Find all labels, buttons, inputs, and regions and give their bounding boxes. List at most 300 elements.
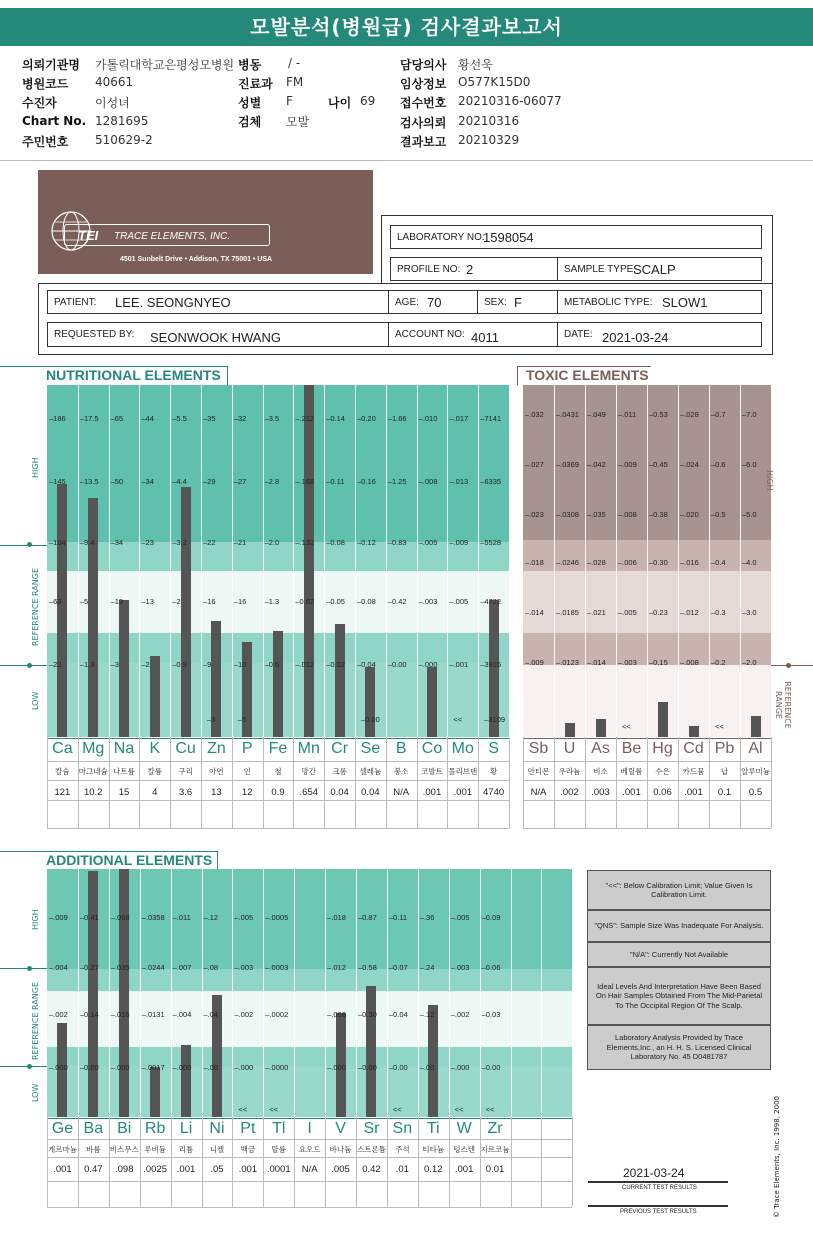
nut-tick-zn: –35 (203, 414, 216, 423)
tox-tick-al: –7.0 (742, 410, 757, 419)
add-result-li: .001 (176, 1164, 196, 1175)
nut-tick-mg: –9.4 (79, 538, 95, 547)
tox-tick-sb: –.018 (525, 558, 544, 567)
nut-tick-mo: –.017 (449, 414, 469, 423)
tox-tick-u: –.0431 (556, 410, 579, 419)
tox-tick-pb: –0.5 (711, 510, 726, 519)
nut-symbol-co: Co (421, 740, 443, 757)
lab-no-label: LABORATORY NO: (397, 232, 485, 243)
add-tick-ba: –0.27 (79, 963, 99, 972)
add-result-rb: .0025 (143, 1164, 168, 1175)
institution-value: 가톨릭대학교은평성모병원 (95, 58, 235, 72)
add-col-divider (294, 869, 295, 1117)
tox-tick-be: –.009 (618, 460, 637, 469)
profile-cell (390, 257, 558, 281)
add-tick-pt: –.003 (234, 963, 254, 972)
tox-bar-as (596, 719, 606, 737)
nut-tick-s: –3915 (480, 660, 502, 669)
tox-symbol-pb: Pb (714, 740, 735, 757)
receipt-value: 20210316-06077 (458, 94, 562, 108)
lab-sex-label: SEX: (484, 297, 507, 308)
nut-result-mg: 10.2 (83, 787, 103, 798)
tox-tick-hg: –0.15 (649, 658, 668, 667)
add-tick-sn: –0.04 (388, 1010, 408, 1019)
add-symbol-ge: Ge (51, 1120, 74, 1137)
tox-korean-hg: 수은 (655, 767, 670, 776)
date-value: 2021-03-24 (602, 330, 669, 345)
add-tick-rb: –.0244 (141, 963, 165, 972)
nut-result-cr: 0.04 (330, 787, 349, 798)
nut-col-divider (417, 385, 418, 737)
nut-korean-p: 인 (243, 767, 251, 776)
tox-tick-u: –.0369 (556, 460, 579, 469)
nut-tick-b: –1.66 (387, 414, 407, 423)
nut-below-se: –0.00 (361, 715, 380, 724)
tox-tick-al: –3.0 (742, 608, 757, 617)
sex-label: 성별 (238, 96, 262, 110)
add-below-pt: << (238, 1105, 248, 1114)
date-cell (557, 322, 762, 347)
tox-symbol-as: As (591, 740, 610, 757)
tox-col-divider (554, 385, 555, 737)
nut-result-na: 15 (118, 787, 130, 798)
nut-col-divider (478, 385, 479, 737)
add-tick-v: –.006 (327, 1010, 346, 1019)
add-tick-ba: –0.41 (79, 913, 99, 922)
nut-tick-se: –0.08 (357, 597, 376, 606)
add-symbol-pt: Pt (240, 1120, 256, 1137)
tox-col-divider (678, 385, 679, 737)
nut-col-divider (293, 385, 294, 737)
add-result-tl: .0001 (266, 1164, 291, 1175)
nut-tick-ca: –22 (49, 660, 62, 669)
add-col-divider (356, 869, 357, 1117)
account-value: 4011 (471, 330, 499, 345)
tox-tick-be: –.003 (618, 658, 637, 667)
nut-korean-mn: 망간 (301, 767, 317, 776)
add-tick-sn: –0.00 (388, 1063, 408, 1072)
nut-tick-p: –10 (233, 660, 247, 669)
nut-tick-cu: –2 (172, 597, 181, 606)
add-symbol-ba: Ba (83, 1120, 104, 1137)
nut-tick-mn: –.132 (295, 538, 315, 547)
add-result-w: .001 (454, 1164, 474, 1175)
add-col-divider (263, 869, 264, 1117)
add-korean-w: 텅스텐 (453, 1145, 475, 1154)
nut-tick-zn: –29 (203, 477, 216, 486)
tox-tick-be: –.008 (618, 510, 637, 519)
report-date-label: 결과보고 (400, 135, 447, 149)
add-tick-pt: –.002 (234, 1010, 254, 1019)
nut-result-se: 0.04 (361, 787, 380, 798)
nut-tick-p: –21 (233, 538, 247, 547)
add-col-divider (171, 869, 172, 1117)
nut-result-k: 4 (152, 787, 158, 798)
nut-korean-cr: 크롬 (332, 767, 347, 776)
add-tick-zr: –0.03 (481, 1010, 501, 1019)
add-tick-zr: –0.00 (481, 1063, 501, 1072)
add-bar-sr (366, 986, 376, 1117)
nut-symbol-cu: Cu (175, 740, 196, 757)
add-tick-ti: –.36 (419, 913, 435, 922)
patient-label: PATIENT: (54, 297, 97, 308)
add-col-divider (109, 869, 110, 1117)
add-tick-ba: –0.00 (79, 1063, 99, 1072)
add-tick-w: –.002 (450, 1010, 470, 1019)
nut-high-label: HIGH (31, 457, 40, 478)
nut-col-divider (109, 385, 110, 737)
tox-ref-label: REFERENCE RANGE (774, 681, 792, 729)
add-tick-sr: –0.00 (358, 1063, 377, 1072)
tox-tick-cd: –.024 (680, 460, 699, 469)
nut-tick-b: –0.83 (387, 538, 407, 547)
tox-tick-u: –.0185 (556, 608, 579, 617)
tox-result-sb: N/A (530, 787, 547, 798)
nut-tick-na: –19 (110, 597, 124, 606)
tox-symbol-sb: Sb (528, 740, 549, 757)
tox-tick-cd: –.016 (680, 558, 699, 567)
nut-symbol-p: P (241, 740, 253, 757)
report-date-value: 20210329 (458, 133, 520, 147)
add-result-ti: 0.12 (423, 1164, 443, 1175)
nut-tick-se: –0.04 (357, 660, 376, 669)
nut-tick-mg: –1.3 (79, 660, 95, 669)
tox-tick-hg: –0.45 (649, 460, 668, 469)
nut-tick-mo: –.005 (449, 597, 469, 606)
ward-value: / - (288, 56, 301, 70)
nut-result-mo: .001 (453, 787, 473, 798)
add-tick-tl: –.0005 (265, 913, 289, 922)
tox-tick-sb: –.023 (525, 510, 544, 519)
add-col-divider (387, 869, 388, 1117)
add-korean-rb: 루비듐 (144, 1145, 166, 1154)
tox-tick-pb: –0.6 (711, 460, 726, 469)
nut-tick-cr: –0.14 (326, 414, 345, 423)
nut-tick-b: –1.25 (387, 477, 407, 486)
add-low-label: LOW (31, 1083, 40, 1102)
add-korean-ni: 니켈 (209, 1145, 225, 1154)
add-below-zr: << (485, 1105, 495, 1114)
add-tick-pt: –.000 (234, 1063, 254, 1072)
nut-korean-se: 셀레늄 (359, 767, 382, 776)
nut-grid-v (509, 737, 510, 828)
tox-korean-al: 알루미늄 (741, 767, 770, 776)
note-qns: "QNS": Sample Size Was Inadequate For Analysis. (587, 910, 771, 942)
add-result-ba: 0.47 (84, 1164, 103, 1175)
nut-tick-se: –0.12 (357, 538, 376, 547)
profile-label: PROFILE NO: (397, 264, 461, 275)
nut-below-s: –3109 (484, 715, 506, 724)
hospital-code-label: 병원코드 (22, 77, 69, 91)
tox-result-u: .002 (560, 787, 579, 798)
tox-tick-cd: –.008 (680, 658, 699, 667)
nut-tick-mn: –0.62 (295, 597, 315, 606)
add-below-sn: << (392, 1105, 402, 1114)
add-tick-pt: –.005 (234, 913, 254, 922)
lab-address: 4501 Sunbelt Drive • Addison, TX 75001 • USA (120, 256, 273, 263)
add-tick-tl: –.0003 (265, 963, 289, 972)
nut-tick-s: –5528 (480, 538, 502, 547)
add-korean-sn: 주석 (395, 1145, 410, 1154)
nut-tick-mo: –.001 (449, 660, 469, 669)
add-col-divider (325, 869, 326, 1117)
add-col-divider (140, 869, 141, 1117)
physician-value: 황선욱 (458, 58, 493, 72)
requested-cell (47, 322, 389, 347)
add-tick-li: –.007 (172, 963, 192, 972)
tox-korean-pb: 납 (720, 767, 729, 776)
metabolic-label: METABOLIC TYPE: (564, 297, 653, 308)
note-na: "N/A": Currently Not Available (587, 942, 771, 967)
add-symbol-i: I (307, 1120, 312, 1137)
add-korean-zr: 지르코늄 (480, 1145, 510, 1154)
nut-symbol-s: S (488, 740, 499, 757)
tox-high-label: HIGH (765, 470, 774, 491)
nut-bar-co (427, 667, 437, 737)
sample-type-label: SAMPLE TYPE: (564, 264, 637, 275)
lab-sex-cell (477, 290, 558, 314)
tox-tick-hg: –0.38 (649, 510, 668, 519)
nut-grid-top (47, 738, 509, 739)
nut-tick-p: –16 (233, 597, 247, 606)
add-tick-ge: –.002 (49, 1010, 68, 1019)
tox-korean-sb: 안티몬 (527, 767, 550, 776)
nut-korean-ca: 칼슘 (55, 767, 70, 776)
tox-tick-sb: –.027 (525, 460, 544, 469)
add-tick-rb: –.0017 (141, 1063, 165, 1072)
tox-bar-cd (689, 726, 699, 737)
collector-label: 수진자 (22, 96, 57, 110)
tox-result-be: .001 (622, 787, 641, 798)
nut-symbol-mo: Mo (451, 740, 474, 757)
add-tick-sn: –0.11 (388, 913, 408, 922)
tox-symbol-cd: Cd (683, 740, 704, 757)
request-date-value: 20210316 (458, 114, 520, 128)
nut-tick-co: –.010 (418, 414, 438, 423)
add-tick-ti: –.24 (419, 963, 435, 972)
lab-age-cell (388, 290, 478, 314)
nut-col-divider (324, 385, 325, 737)
add-korean-i: 요오드 (298, 1145, 321, 1154)
nut-tick-k: –23 (141, 538, 154, 547)
nut-bar-mn (304, 385, 314, 737)
add-tick-rb: –.0131 (141, 1010, 165, 1019)
nut-tick-fe: –0.5 (264, 660, 280, 669)
nut-korean-b: 붕소 (393, 767, 409, 776)
nut-col-divider (170, 385, 171, 737)
tox-korean-u: 우라늄 (558, 767, 581, 776)
add-tick-tl: –.0002 (265, 1010, 289, 1019)
tox-result-al: 0.5 (748, 787, 763, 798)
tox-korean-be: 베릴륨 (620, 767, 643, 776)
add-symbol-w: W (456, 1120, 472, 1137)
add-tick-v: –.000 (327, 1063, 346, 1072)
nut-tick-k: –44 (141, 414, 154, 423)
tox-tick-sb: –.032 (525, 410, 544, 419)
previous-test-label: PREVIOUS TEST RESULTS (620, 1209, 697, 1215)
nut-bar-mg (88, 498, 98, 737)
report-title: 모발분석(병원급) 검사결과보고서 (0, 8, 813, 46)
add-below-w: << (454, 1105, 464, 1114)
nut-col-divider (263, 385, 264, 737)
nut-tick-fe: –2.8 (264, 477, 280, 486)
nut-bar-ca (57, 484, 67, 737)
tox-symbol-hg: Hg (652, 740, 673, 757)
add-grid-v (572, 1117, 573, 1207)
tox-tick-u: –.0246 (556, 558, 579, 567)
receipt-label: 접수번호 (400, 96, 447, 110)
note-ideal-levels: Ideal Levels And Interpretation Have Been Based On Hair Samples Obtained From The Mid-Parietal To The Occipital Region Of The Scalp. (587, 967, 771, 1025)
add-symbol-sr: Sr (363, 1120, 380, 1137)
tox-tick-hg: –0.53 (649, 410, 668, 419)
add-korean-v: 바나듐 (329, 1145, 352, 1154)
tox-tick-be: –.011 (618, 410, 637, 419)
date-label: DATE: (564, 329, 593, 340)
nut-tick-cr: –0.11 (326, 477, 345, 486)
nut-tick-fe: –1.3 (264, 597, 280, 606)
add-tick-sr: –0.30 (358, 1010, 377, 1019)
nut-col-divider (78, 385, 79, 737)
nut-tick-mo: –.013 (449, 477, 469, 486)
institution-label: 의뢰기관명 (22, 58, 80, 72)
add-tick-li: –.000 (172, 1063, 192, 1072)
clinical-label: 임상정보 (400, 77, 447, 91)
add-col-divider (202, 869, 203, 1117)
add-col-divider (449, 869, 450, 1117)
nut-tick-k: –13 (141, 597, 154, 606)
nut-tick-na: –50 (110, 477, 124, 486)
nut-symbol-cr: Cr (331, 740, 349, 757)
tox-tick-al: –5.0 (742, 510, 757, 519)
tox-tick-hg: –0.23 (649, 608, 668, 617)
nut-tick-cu: –4.4 (172, 477, 187, 486)
specimen-label: 검체 (238, 115, 262, 129)
add-bar-li (181, 1045, 191, 1117)
nut-result-cu: 3.6 (178, 787, 193, 798)
nut-tick-co: –.008 (418, 477, 438, 486)
nut-tick-mg: –17.5 (79, 414, 99, 423)
tox-tick-hg: –0.30 (649, 558, 668, 567)
add-tick-bi: –.016 (110, 1010, 130, 1019)
tox-bar-u (565, 723, 575, 737)
tox-symbol-be: Be (621, 740, 642, 757)
add-tick-ni: –.04 (203, 1010, 219, 1019)
nut-result-s: 4740 (483, 787, 505, 798)
nut-tick-zn: –16 (203, 597, 216, 606)
note-laboratory: Laboratory Analysis Provided by Trace Elements,Inc., an H. H. S. Licensed Clinical Laboratory No. 45 D0481787 (587, 1025, 771, 1070)
nut-bar-k (150, 656, 160, 737)
nut-below-p: –5 (237, 715, 247, 724)
tox-tick-cd: –.012 (680, 608, 699, 617)
specimen-value: 모발 (286, 115, 310, 129)
add-col-divider (232, 869, 233, 1117)
add-tick-bi: –.068 (110, 913, 130, 922)
nut-grid-h (47, 828, 509, 829)
physician-label: 담당의사 (400, 58, 447, 72)
nut-symbol-fe: Fe (268, 740, 288, 757)
add-tick-zr: –0.06 (481, 963, 501, 972)
nut-tick-zn: –9 (203, 660, 212, 669)
age-value: 69 (360, 94, 376, 108)
tox-tick-u: –.0123 (556, 658, 579, 667)
add-result-zr: 0.01 (485, 1164, 505, 1175)
add-col-divider (480, 869, 481, 1117)
add-korean-pt: 백금 (240, 1145, 256, 1154)
add-tick-ge: –.009 (49, 913, 68, 922)
add-tick-zr: –0.09 (481, 913, 501, 922)
nut-tick-cu: –0.9 (172, 660, 187, 669)
add-tick-w: –.000 (450, 1063, 470, 1072)
additional-chart (47, 869, 573, 1117)
nut-tick-b: –0.42 (387, 597, 407, 606)
lab-company: TRACE ELEMENTS, INC. (114, 231, 231, 242)
add-korean-tl: 탈륨 (271, 1145, 286, 1154)
add-result-ni: .05 (210, 1164, 224, 1175)
nut-tick-s: –7141 (480, 414, 502, 423)
nut-tick-co: –.000 (418, 660, 438, 669)
add-tick-ti: –.00 (419, 1063, 435, 1072)
nut-bar-fe (273, 631, 283, 737)
tox-tick-sb: –.009 (525, 658, 544, 667)
account-label: ACCOUNT NO: (395, 329, 465, 340)
add-korean-ba: 바륨 (86, 1145, 101, 1154)
nut-grid-h (47, 800, 509, 801)
chart-label: Chart No. (22, 114, 87, 128)
nut-tick-mg: –5 (79, 597, 89, 606)
add-tick-ge: –.004 (49, 963, 68, 972)
sex-value: F (286, 94, 293, 108)
nut-tick-ca: –145 (49, 477, 66, 486)
lab-no-value: 1598054 (483, 230, 534, 245)
tox-tick-u: –.0308 (556, 510, 579, 519)
add-tick-w: –.005 (450, 913, 470, 922)
add-tick-li: –.011 (172, 913, 191, 922)
tox-grid-h (523, 828, 771, 829)
tox-grid-v (771, 737, 772, 828)
nut-tick-na: –3 (110, 660, 119, 669)
nut-result-fe: 0.9 (271, 787, 285, 798)
nut-tick-ca: –104 (49, 538, 66, 547)
add-result-sr: 0.42 (362, 1164, 381, 1175)
nut-tick-mn: –.168 (295, 477, 315, 486)
tox-tick-al: –4.0 (742, 558, 757, 567)
tox-tick-be: –.006 (618, 558, 637, 567)
add-tick-sn: –0.07 (388, 963, 408, 972)
nut-korean-mg: 마그네슘 (78, 767, 108, 776)
nut-tick-cr: –0.08 (326, 538, 345, 547)
copyright: © Trace Elements, Inc. 1998, 2000 (773, 1096, 781, 1218)
nut-col-divider (447, 385, 448, 737)
tox-tick-pb: –0.4 (711, 558, 726, 567)
add-tick-bi: –.000 (110, 1063, 130, 1072)
tox-tick-pb: –0.7 (711, 410, 726, 419)
patient-cell (47, 290, 389, 314)
tox-tick-pb: –0.3 (711, 608, 726, 617)
nut-below-zn: –3 (207, 715, 216, 724)
nut-bar-cu (181, 487, 191, 737)
department-label: 진료과 (238, 77, 273, 91)
nut-symbol-k: K (149, 740, 161, 757)
add-result-bi: .098 (114, 1164, 134, 1175)
nut-korean-s: 황 (489, 767, 498, 776)
ward-label: 병동 (238, 58, 262, 72)
tox-col-divider (585, 385, 586, 737)
nut-tick-na: –65 (110, 414, 124, 423)
lab-logo-text: TEI (78, 228, 99, 243)
add-tick-tl: –.0000 (265, 1063, 289, 1072)
tox-result-hg: 0.06 (653, 787, 672, 798)
tox-symbol-al: Al (748, 740, 763, 757)
